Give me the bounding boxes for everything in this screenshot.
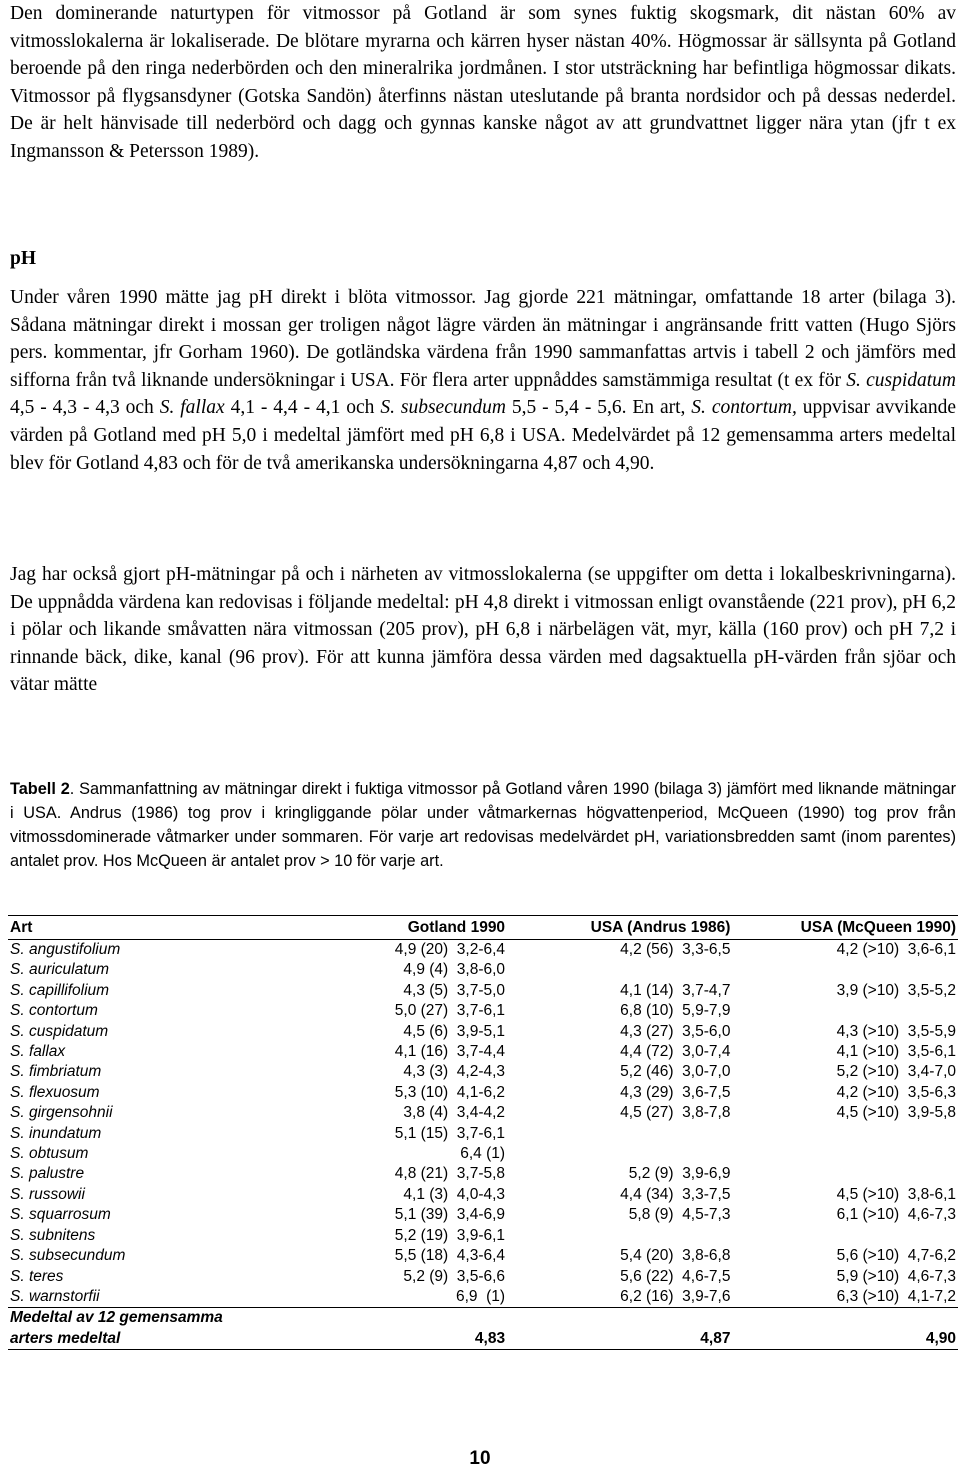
mcqueen-cell: 4,5 (>10) 3,9-5,8 [836,1104,956,1122]
gotland-cell: 4,3 (3) 4,2-4,3 [403,1063,506,1081]
table-body [8,940,958,1308]
mean-gotland: 4,83 [234,1329,507,1350]
table-row [8,1267,958,1287]
table-row [8,1246,958,1266]
table-caption [10,777,956,873]
species-cell: S. cuspidatum [10,1022,109,1040]
gotland-cell: 5,0 (27) 3,7-6,1 [394,1002,506,1020]
table-row [8,1022,958,1042]
species-cell: S. squarrosum [10,1206,111,1224]
species-cell: S. fimbriatum [10,1063,102,1081]
gotland-cell: 5,2 (19) 3,9-6,1 [394,1226,506,1244]
mcqueen-cell: 6,1 (>10) 4,6-7,3 [836,1206,956,1224]
table-row [8,981,958,1001]
andrus-cell: 4,4 (72) 3,0-7,4 [620,1043,731,1061]
mcqueen-cell: 4,1 (>10) 3,5-6,1 [836,1043,956,1061]
table-row [8,1062,958,1082]
gotland-cell: 4,1 (16) 3,7-4,4 [394,1043,506,1061]
species-cell: S. angustifolium [10,941,121,958]
ph-summary-table [8,915,958,1350]
mcqueen-cell: 4,2 (>10) 3,6-6,1 [836,941,956,958]
species-cell: S. palustre [10,1165,85,1183]
species-cell: S. fallax [10,1043,66,1061]
species-name: S. subsecundum [380,397,506,419]
andrus-cell: 4,2 (56) 3,3-6,5 [620,941,731,958]
table-row [8,1042,958,1062]
andrus-cell: 4,1 (14) 3,7-4,7 [620,981,731,999]
andrus-cell [507,1226,732,1246]
mean-mcqueen: 4,90 [732,1329,958,1350]
mcqueen-cell [732,1124,958,1144]
text-run: 5,5 - 5,4 - 5,6. En art, [505,397,692,419]
mcqueen-cell: 6,3 (>10) 4,1-7,2 [732,1287,958,1308]
mean-andrus: 4,87 [507,1329,732,1350]
table-row [8,1287,958,1308]
gotland-cell: 5,5 (18) 4,3-6,4 [394,1247,506,1265]
andrus-cell: 6,2 (16) 3,9-7,6 [507,1287,732,1308]
text-run: 4,1 - 4,4 - 4,1 och [224,397,381,419]
species-cell: S. flexuosum [10,1083,100,1101]
andrus-cell: 4,5 (27) 3,8-7,8 [620,1104,731,1122]
andrus-cell: 4,4 (34) 3,3-7,5 [620,1185,731,1203]
mcqueen-cell: 4,2 (>10) 3,5-6,3 [836,1083,956,1101]
col-header-mcqueen: USA (McQueen 1990) [732,916,958,940]
table-row [8,1001,958,1021]
species-cell: S. warnstorfii [8,1287,234,1308]
mean-label-line1: Medeltal av 12 gemensamma [10,1309,223,1327]
andrus-cell: 4,3 (27) 3,5-6,0 [620,1022,731,1040]
page-number: 10 [469,1448,491,1469]
gotland-cell: 4,5 (6) 3,9-5,1 [403,1022,506,1040]
species-cell: S. contortum [10,1002,98,1020]
andrus-cell [507,960,732,980]
andrus-cell: 5,8 (9) 4,5-7,3 [628,1206,731,1224]
species-cell: S. subsecundum [10,1247,126,1265]
species-cell: S. subnitens [10,1226,96,1244]
gotland-cell: 4,9 (4) 3,8-6,0 [403,961,506,979]
mcqueen-cell [732,1226,958,1246]
gotland-cell: 4,8 (21) 3,7-5,8 [394,1165,506,1183]
intro-paragraph: Den dominerande naturtypen för vitmossor på Gotland är som synes fuktig skogsmark, dit nästan 60% av vitmosslokalerna är lokaliserade. De blötare myrarna och kärren hyser nästan 40%. Högmossar är sällsynta på Gotland beroende på den ringa nederbörden och den mineralrika jordmånen. I stor utsträckning har befintliga högmossar dikats. Vitmossor på flygsansdyner (Gotska Sandön) återfinns nästan uteslutande på branta nordsidor och på dessas nederdel. De är helt hänvisade till nederbörd och dagg och gynnas kanske något av att grundvattnet ligger nära ytan (jfr t ex Ingmansson & Petersson 1989). [10,3,956,162]
mcqueen-cell [732,960,958,980]
mcqueen-cell [732,1144,958,1164]
andrus-cell [507,1144,732,1164]
ph-paragraph [10,284,956,477]
mean-row-line1 [8,1308,958,1329]
mcqueen-cell [732,1001,958,1021]
species-cell: S. inundatum [10,1124,102,1142]
species-cell: S. capillifolium [10,981,110,999]
gotland-cell: 5,3 (10) 4,1-6,2 [394,1083,506,1101]
mean-label-line2: arters medeltal [8,1329,234,1350]
col-header-gotland: Gotland 1990 [234,916,507,940]
mcqueen-cell: 5,2 (>10) 3,4-7,0 [836,1063,956,1081]
table-row [8,1205,958,1225]
table-row [8,1185,958,1205]
species-cell: S. auriculatum [10,961,110,979]
table-row [8,1103,958,1123]
table-row [8,1226,958,1246]
mcqueen-cell: 4,5 (>10) 3,8-6,1 [836,1185,956,1203]
col-header-andrus: USA (Andrus 1986) [507,916,732,940]
andrus-cell: 5,2 (9) 3,9-6,9 [628,1165,731,1183]
gotland-cell: 4,9 (20) 3,2-6,4 [394,941,506,958]
species-name: S. fallax [159,397,225,419]
table-row [8,1164,958,1184]
andrus-cell: 5,4 (20) 3,8-6,8 [620,1247,731,1265]
species-cell: S. obtusum [10,1145,89,1163]
species-cell: S. girgensohnii [10,1104,113,1122]
andrus-cell: 4,3 (29) 3,6-7,5 [620,1083,731,1101]
gotland-cell: 6,4 (1) [460,1145,506,1163]
table-caption-text: . Sammanfattning av mätningar direkt i fuktiga vitmossor på Gotland våren 1990 (bilaga 3) jämfört med liknande mätningar i USA. Andrus (1986) tog prov i kringliggande pölar under våtmarkernas högvattenperiod, McQueen (1990) tog prov från vitmossdominerade våtmarker under sommaren. För varje art redovisas medelvärdet pH, variationsbredden samt (inom parentes) antalet prov. Hos McQueen är antalet prov > 10 för varje art. [10,780,957,870]
table-row [8,1144,958,1164]
gotland-cell: 5,2 (9) 3,5-6,6 [403,1267,506,1285]
mean-row [8,1329,958,1350]
andrus-cell: 5,6 (22) 4,6-7,5 [620,1267,731,1285]
mcqueen-cell [732,1164,958,1184]
mcqueen-cell: 4,3 (>10) 3,5-5,9 [836,1022,956,1040]
andrus-cell [507,1124,732,1144]
mcqueen-cell: 3,9 (>10) 3,5-5,2 [836,981,956,999]
table-row [8,960,958,980]
mcqueen-cell: 5,6 (>10) 4,7-6,2 [836,1247,956,1265]
species-cell: S. russowii [10,1185,85,1203]
species-cell: S. teres [10,1267,64,1285]
table-row [8,1124,958,1144]
andrus-cell: 5,2 (46) 3,0-7,0 [620,1063,731,1081]
table-row [8,940,958,961]
gotland-cell: 6,9 (1) [234,1287,507,1308]
table-header-row [8,916,958,940]
col-header-art: Art [8,916,234,940]
text-run: 4,5 - 4,3 - 4,3 och [10,397,160,419]
species-name: S. contortum, [691,397,797,419]
section-heading-ph: pH [10,248,37,269]
table-caption-label: Tabell 2 [10,780,70,798]
gotland-cell: 5,1 (39) 3,4-6,9 [394,1206,506,1224]
mcqueen-cell: 5,9 (>10) 4,6-7,3 [836,1267,956,1285]
text-run: Under våren 1990 mätte jag pH direkt i blöta vitmossor. Jag gjorde 221 mätningar, omfattande 18 arter (bilaga 3). Sådana mätningar direkt i mossan ger troligen något lägre värden än mätningar i angränsande fritt vatten (Hugo Sjörs pers. kommentar, jfr Gorham 1960). De gotländska värdena från 1990 sammanfattas artvis i tabell 2 och jämförs med sifforna från två liknande undersökningar i USA. För flera arter uppnåddes samstämmiga resultat (t ex för [10,287,956,391]
table-row [8,1083,958,1103]
andrus-cell: 6,8 (10) 5,9-7,9 [620,1002,731,1020]
gotland-cell: 4,1 (3) 4,0-4,3 [403,1185,506,1203]
text-run: uppvisar avvikande värden på Gotland med pH 5,0 i medeltal jämfört med pH 6,8 i USA. Medelvärdet på 12 gemensamma arters medeltal blev för Gotland 4,83 och för de två amerikanska undersökningarna 4,87 och 4,90. [10,397,956,474]
gotland-cell: 3,8 (4) 3,4-4,2 [403,1104,506,1122]
gotland-cell: 4,3 (5) 3,7-5,0 [403,981,506,999]
species-name: S. cuspidatum [846,369,956,391]
gotland-cell: 5,1 (15) 3,7-6,1 [394,1124,506,1142]
measurements-paragraph: Jag har också gjort pH-mätningar på och i närheten av vitmosslokalerna (se uppgifter om detta i lokalbeskrivningarna). De uppnådda värdena kan redovisas i följande medeltal: pH 4,8 direkt i vitmossan enligt ovanstående (221 prov), pH 6,2 i pölar och likande småvatten nära vitmossan (205 prov), pH 6,8 i närbelägen vät, myr, källa (160 prov) och pH 7,2 i rinnande bäck, dike, kanal (96 prov). För att kunna jämföra dessa värden med dagsaktuella pH-värden från sjöar och vätar mätte [10,564,956,696]
